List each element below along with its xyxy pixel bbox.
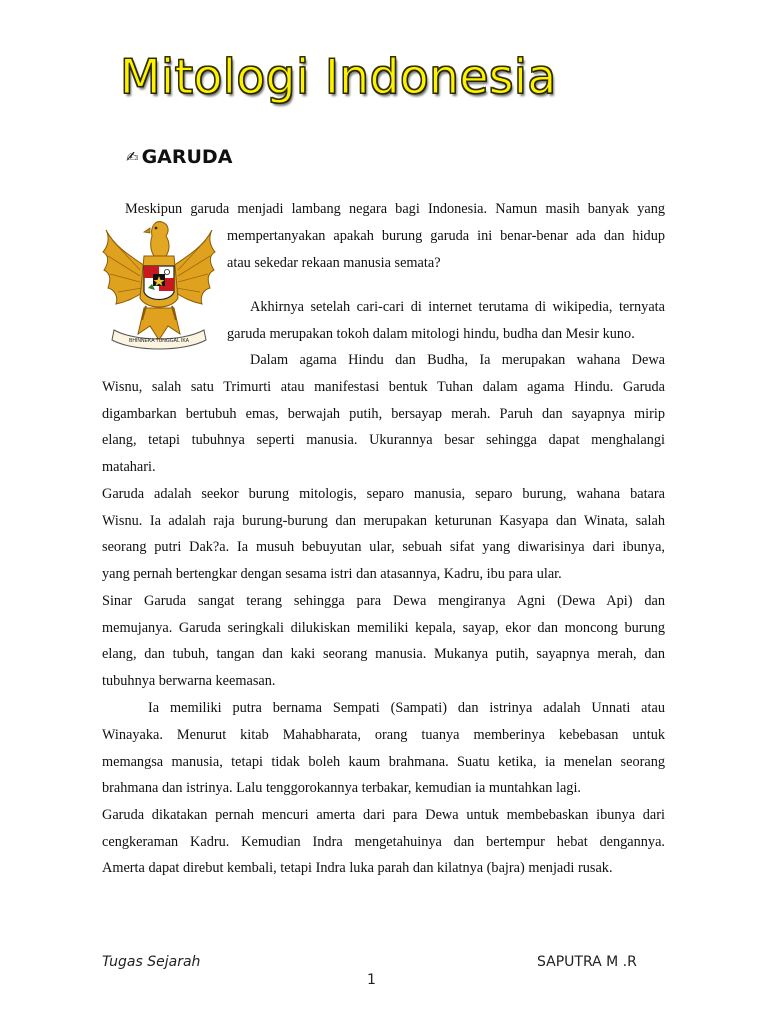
text-line: Ia memiliki putra bernama Sempati (Sampati) dan istrinya adalah Unnati atau: [148, 700, 665, 716]
section-heading-text: GARUDA: [141, 146, 233, 168]
garuda-emblem-image: [100, 216, 218, 354]
paragraph-3-line-1: [250, 347, 665, 374]
text-line: matahari.: [102, 459, 156, 476]
text-line: Winayaka. Menurut kitab Mahabharata, orang tuanya memberinya kebebasan untuk: [102, 727, 665, 743]
text-line: Wisnu, salah satu Trimurti atau manifestasi bentuk Tuhan dalam agama Hindu. Garuda: [102, 379, 665, 395]
text-line: Garuda adalah seekor burung mitologis, separo manusia, separo burung, wahana batara: [102, 486, 665, 502]
text-line: elang, dan tubuh, tangan dan kaki seorang manusia. Mukanya putih, sayapnya merah, dan: [102, 646, 665, 663]
text-line: Akhirnya setelah cari-cari di internet terutama di wikipedia, ternyata: [250, 299, 665, 315]
text-line: Meskipun garuda menjadi lambang negara bagi Indonesia. Namun masih banyak yang: [125, 201, 665, 217]
paragraph-5: [102, 588, 665, 695]
paragraph-7: [102, 802, 665, 882]
paragraph-3-body: [102, 374, 665, 481]
text-line: digambarkan bertubuh emas, berwajah putih, bersayap merah. Paruh dan sayapnya mirip: [102, 405, 665, 422]
paragraph-1-line-1: [125, 196, 665, 223]
paragraph-6-line-1: [148, 695, 665, 722]
paragraph-6-body: [102, 722, 665, 802]
text-line: memangsa manusia, tetapi tidak boleh kaum brahmana. Suatu ketika, ia menelan seorang: [102, 753, 665, 770]
text-line: tubuhnya berwarna keemasan.: [102, 673, 276, 690]
text-line: memujanya. Garuda seringkali dilukiskan memiliki kepala, sayap, ekor dan moncong burung: [102, 619, 665, 636]
text-line: cengkeraman Kadru. Kemudian Indra mengetahuinya dan bertempur hebat dengannya.: [102, 833, 665, 850]
footer-left-text: Tugas Sejarah: [102, 954, 201, 970]
text-line: Amerta dapat direbut kembali, tetapi Indra luka parah dan kilatnya (bajra) menjadi rusak.: [102, 860, 613, 877]
text-line: Sinar Garuda sangat terang sehingga para Dewa mengiranya Agni (Dewa Api) dan: [102, 593, 665, 609]
paragraph-2: [227, 294, 665, 347]
paragraph-4: [102, 481, 665, 588]
text-line: atau sekedar rekaan manusia semata?: [227, 254, 441, 271]
text-line: Garuda dikatakan pernah mencuri amerta dari para Dewa untuk membebaskan ibunya dari: [102, 807, 665, 823]
text-line: yang pernah bertengkar dengan sesama istri dan atasannya, Kadru, ibu para ular.: [102, 566, 562, 583]
text-line: Wisnu. Ia adalah raja burung-burung dan merupakan keturunan Kasyapa dan Winata, salah: [102, 512, 665, 529]
footer-right-text: SAPUTRA M .R: [537, 954, 637, 970]
text-line: seorang putri Dak?a. Ia musuh bebuyutan ular, sebuah sifat yang diwarisinya dari ibunya,: [102, 539, 665, 556]
text-line: elang, tetapi tubuhnya seperti manusia. Ukurannya besar sehingga dapat menghalangi: [102, 432, 665, 449]
section-heading: [126, 146, 232, 168]
pen-writing-icon: ✍: [126, 148, 139, 166]
paragraph-1-body: [227, 223, 665, 276]
document-title: Mitologi Indonesia: [120, 50, 557, 105]
text-line: mempertanyakan apakah burung garuda ini benar-benar ada dan hidup: [227, 228, 665, 244]
text-line: brahmana dan istrinya. Lalu tenggorokannya terbakar, kemudian ia muntahkan lagi.: [102, 780, 582, 797]
text-line: Dalam agama Hindu dan Budha, Ia merupakan wahana Dewa: [250, 352, 665, 368]
text-line: garuda merupakan tokoh dalam mitologi hindu, budha dan Mesir kuno.: [227, 325, 635, 342]
page-number: 1: [367, 972, 376, 988]
emblem-motto-text: BHINNEKA TUNGGAL IKA: [128, 338, 190, 344]
